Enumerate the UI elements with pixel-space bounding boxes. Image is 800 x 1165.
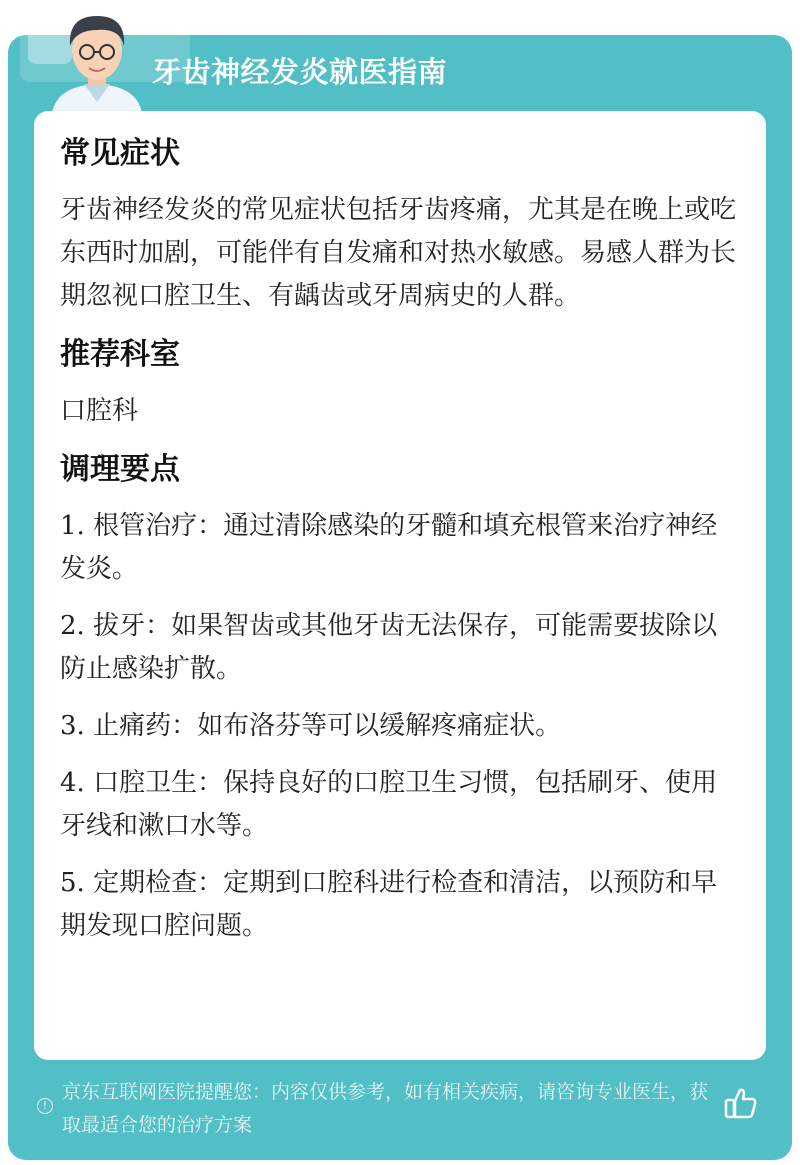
- content-card: [34, 111, 766, 1060]
- care-item-text: 定期检查：定期到口腔科进行检查和清洁，以预防和早期发现口腔问题。: [60, 868, 718, 941]
- thumbs-up-icon[interactable]: [723, 1085, 759, 1121]
- care-heading: 调理要点: [60, 452, 180, 487]
- care-item-number: 5.: [60, 868, 85, 898]
- care-item-1: [60, 505, 740, 591]
- care-item-text: 口腔卫生：保持良好的口腔卫生习惯，包括刷牙、使用牙线和漱口水等。: [60, 768, 718, 841]
- care-item-4: [60, 762, 740, 848]
- care-item-number: 3.: [60, 711, 85, 741]
- symptoms-text: 牙齿神经发炎的常见症状包括牙齿疼痛，尤其是在晚上或吃东西时加剧，可能伴有自发痛和对热水敏感。易感人群为长期忽视口腔卫生、有龋齿或牙周病史的人群。: [60, 195, 737, 311]
- care-item-text: 拔牙：如果智齿或其他牙齿无法保存，可能需要拔除以防止感染扩散。: [60, 611, 718, 684]
- info-icon: !: [37, 1098, 53, 1114]
- care-item-number: 2.: [60, 611, 85, 641]
- care-item-3: [60, 705, 740, 748]
- department-heading: 推荐科室: [60, 337, 180, 372]
- department-text: 口腔科: [60, 396, 139, 426]
- content-body: [60, 133, 740, 948]
- care-item-2: [60, 605, 740, 691]
- care-item-number: 1.: [60, 511, 85, 541]
- page-title: 牙齿神经发炎就医指南: [152, 55, 448, 89]
- symptoms-heading: 常见症状: [60, 136, 180, 171]
- care-item-5: [60, 862, 740, 948]
- care-item-text: 止痛药：如布洛芬等可以缓解疼痛症状。: [93, 711, 562, 741]
- care-item-number: 4.: [60, 768, 85, 798]
- doctor-avatar: [42, 6, 152, 114]
- footer-notice: 京东互联网医院提醒您：内容仅供参考，如有相关疾病，请咨询专业医生，获取最适合您的治疗方案: [62, 1081, 709, 1136]
- care-item-text: 根管治疗：通过清除感染的牙髓和填充根管来治疗神经发炎。: [60, 511, 718, 584]
